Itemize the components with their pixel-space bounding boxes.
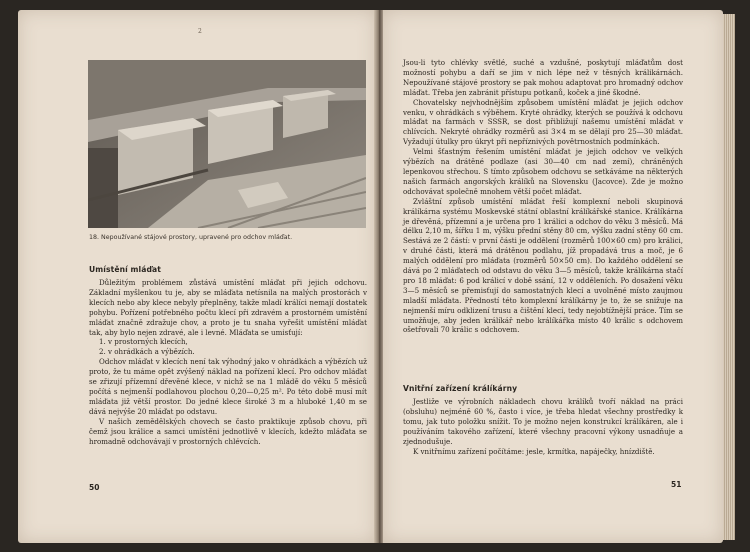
right-paragraph-5: Jestliže ve výrobních nákladech chovu králíků tvoří náklad na práci (obsluhu) nejméně 60 %, často i více, je třeba hledat všechny prostředky k tomu, jak tuto položku snížit. To je možno nejen konstrukcí králíkáren, ale i používáním takového zařízení, které všechny pracovní výkony usnadňuje a zjednodušuje. [403,397,683,446]
rabbit-hutch-photo [88,60,366,228]
list-item-1: 1. v prostorných klecích, [99,337,188,347]
figure-caption: 18. Nepoužívané stájové prostory, upravené pro odchov mláďat. [89,234,293,241]
left-paragraph-3: V našich zemědělských chovech se často praktikuje způsob chovu, při čemž jsou králice a samci umístěni jednotlivě v klecích, kdežto mláďata se hromadně odchovávají v prostorných chlévcích. [89,416,367,446]
right-paragraph-1: Jsou-li tyto chlévky světlé, suché a vzdušné, poskytují mláďatům dost možností pohybu a daří se jim v nich lépe než v těsných králikárnách. Nepoužívané stájové prostory se pak mohou adaptovat pro hromadný odchov mláďat. Třeba jen zabránit přístupu potkanů, koček a jiné škodné. [403,58,683,97]
left-body [89,278,367,446]
list-item-2: 2. v ohrádkách a výbězích. [99,347,195,357]
top-mark: 2 [198,28,202,35]
section-heading-left: Umístění mláďat [89,265,161,274]
right-body-2 [403,397,683,456]
right-paragraph-2: Chovatelsky nejvhodnějším způsobem umístění mláďat je jejich odchov venku, v ohrádkách s výběhem. Kryté ohrádky, kterých se používá k odchovu mláďat na farmách v SSSR, se dost přibližují našemu umístění mláďat v chlívcích. Nekryté ohrádky rozměrů asi 3×4 m se dělají pro 25—30 mláďat. Vyžadují útulky pro úkryt při nepříznivých povětrnostních podmínkách. [403,97,683,147]
left-paragraph-1: Důležitým problémem zůstává umístění mláďat při jejich odchovu. Základní myšlenkou tu je, aby se mláďata netísnila na malých prostorách v klecích nebo aby klece nebyly přeplněny, takže mladí králíci nemají dostatek pohybu. Pořízení potřebného počtu klecí při zdravém a prostorném umístění mláďat značně zdražuje chov, a proto je tu snaha vyřešit umístění mláďat tak, aby bylo nejen zdravé, ale i levné. Mláďata se umisťují: [89,278,367,337]
page-number-right: 51 [671,480,682,489]
page-edges [723,14,735,540]
right-paragraph-6: K vnitřnímu zařízení počítáme: jesle, krmítka, napáječky, hnízdiště. [413,446,655,456]
section-heading-right: Vnitřní zařízení králíkárny [403,384,518,393]
figure-photo [88,60,366,228]
page-number-left: 50 [89,483,100,492]
right-paragraph-4: Zvláštní způsob umístění mláďat řeší komplexní neboli skupinová králíkárna systému Moskevské státní oblastní králíkářské stanice. Králíkárna je dřevěná, přízemní a je určena pro 1 králici a odchov do věku 3 měsíců. Má délku 2,10 m, šířku 1 m, výšku přední stěny 80 cm, výšku zadní stěny 60 cm. Sestává ze 2 částí: v první části je oddělení (rozměrů 100×60 cm) pro králici, v druhé části, která má drátěnou podlahu, jíž propadává trus a moč, je 6 malých oddělení pro mláďata (rozměrů 50×50 cm). Do každého oddělení se dává po 2 mláďatech od odstavu do věku 3—5 měsíců, takže králíkárna stačí pro 18 mláďat: 6 pod králicí v době ssání, 12 v odděleních. Po dosažení věku 3—5 měsíců se přemisťují do samostatných klecí a uvolněné místo zaujmou mladší mláďata. Předností této komplexní králíkárny je to, že se snižuje na nejmenší míru odklizení trusu a čištění klecí, tedy nejobtížnější práce. Tím se umožňuje, aby jeden králíkář nebo králíkářka místo 40 králic s odchovem ošetřovali 70 králic s odchovem. [403,196,683,335]
right-body [403,58,683,335]
right-paragraph-3: Velmi šťastným řešením umístění mláďat je jejich odchov ve velkých výbězích na drátěné podlaze (asi 30—40 cm nad zemí), chráněných lepenkovou střechou. S tímto způsobem odchovu se setkáváme na některých našich farmách angorských králíků na Slovensku (Jacovce). Zde je možno odchovávat společně mnohem větší počet mláďat. [403,147,683,196]
left-paragraph-2: Odchov mláďat v klecích není tak výhodný jako v ohrádkách a výbězích už proto, že tu máme opět zvýšený náklad na pořízení klecí. Pro odchov mláďat se zřizují přízemní dřevěné klece, v nichž se na 1 mládě do věku 5 měsíců počítá s nejmenší podlahovou plochou 0,20—0,25 m². Po této době musí mít mláďata již větší prostor. Do jedné klece široké 3 m a hluboké 1,40 m se dává nejvýše 20 mláďat po odstavu. [89,357,367,416]
